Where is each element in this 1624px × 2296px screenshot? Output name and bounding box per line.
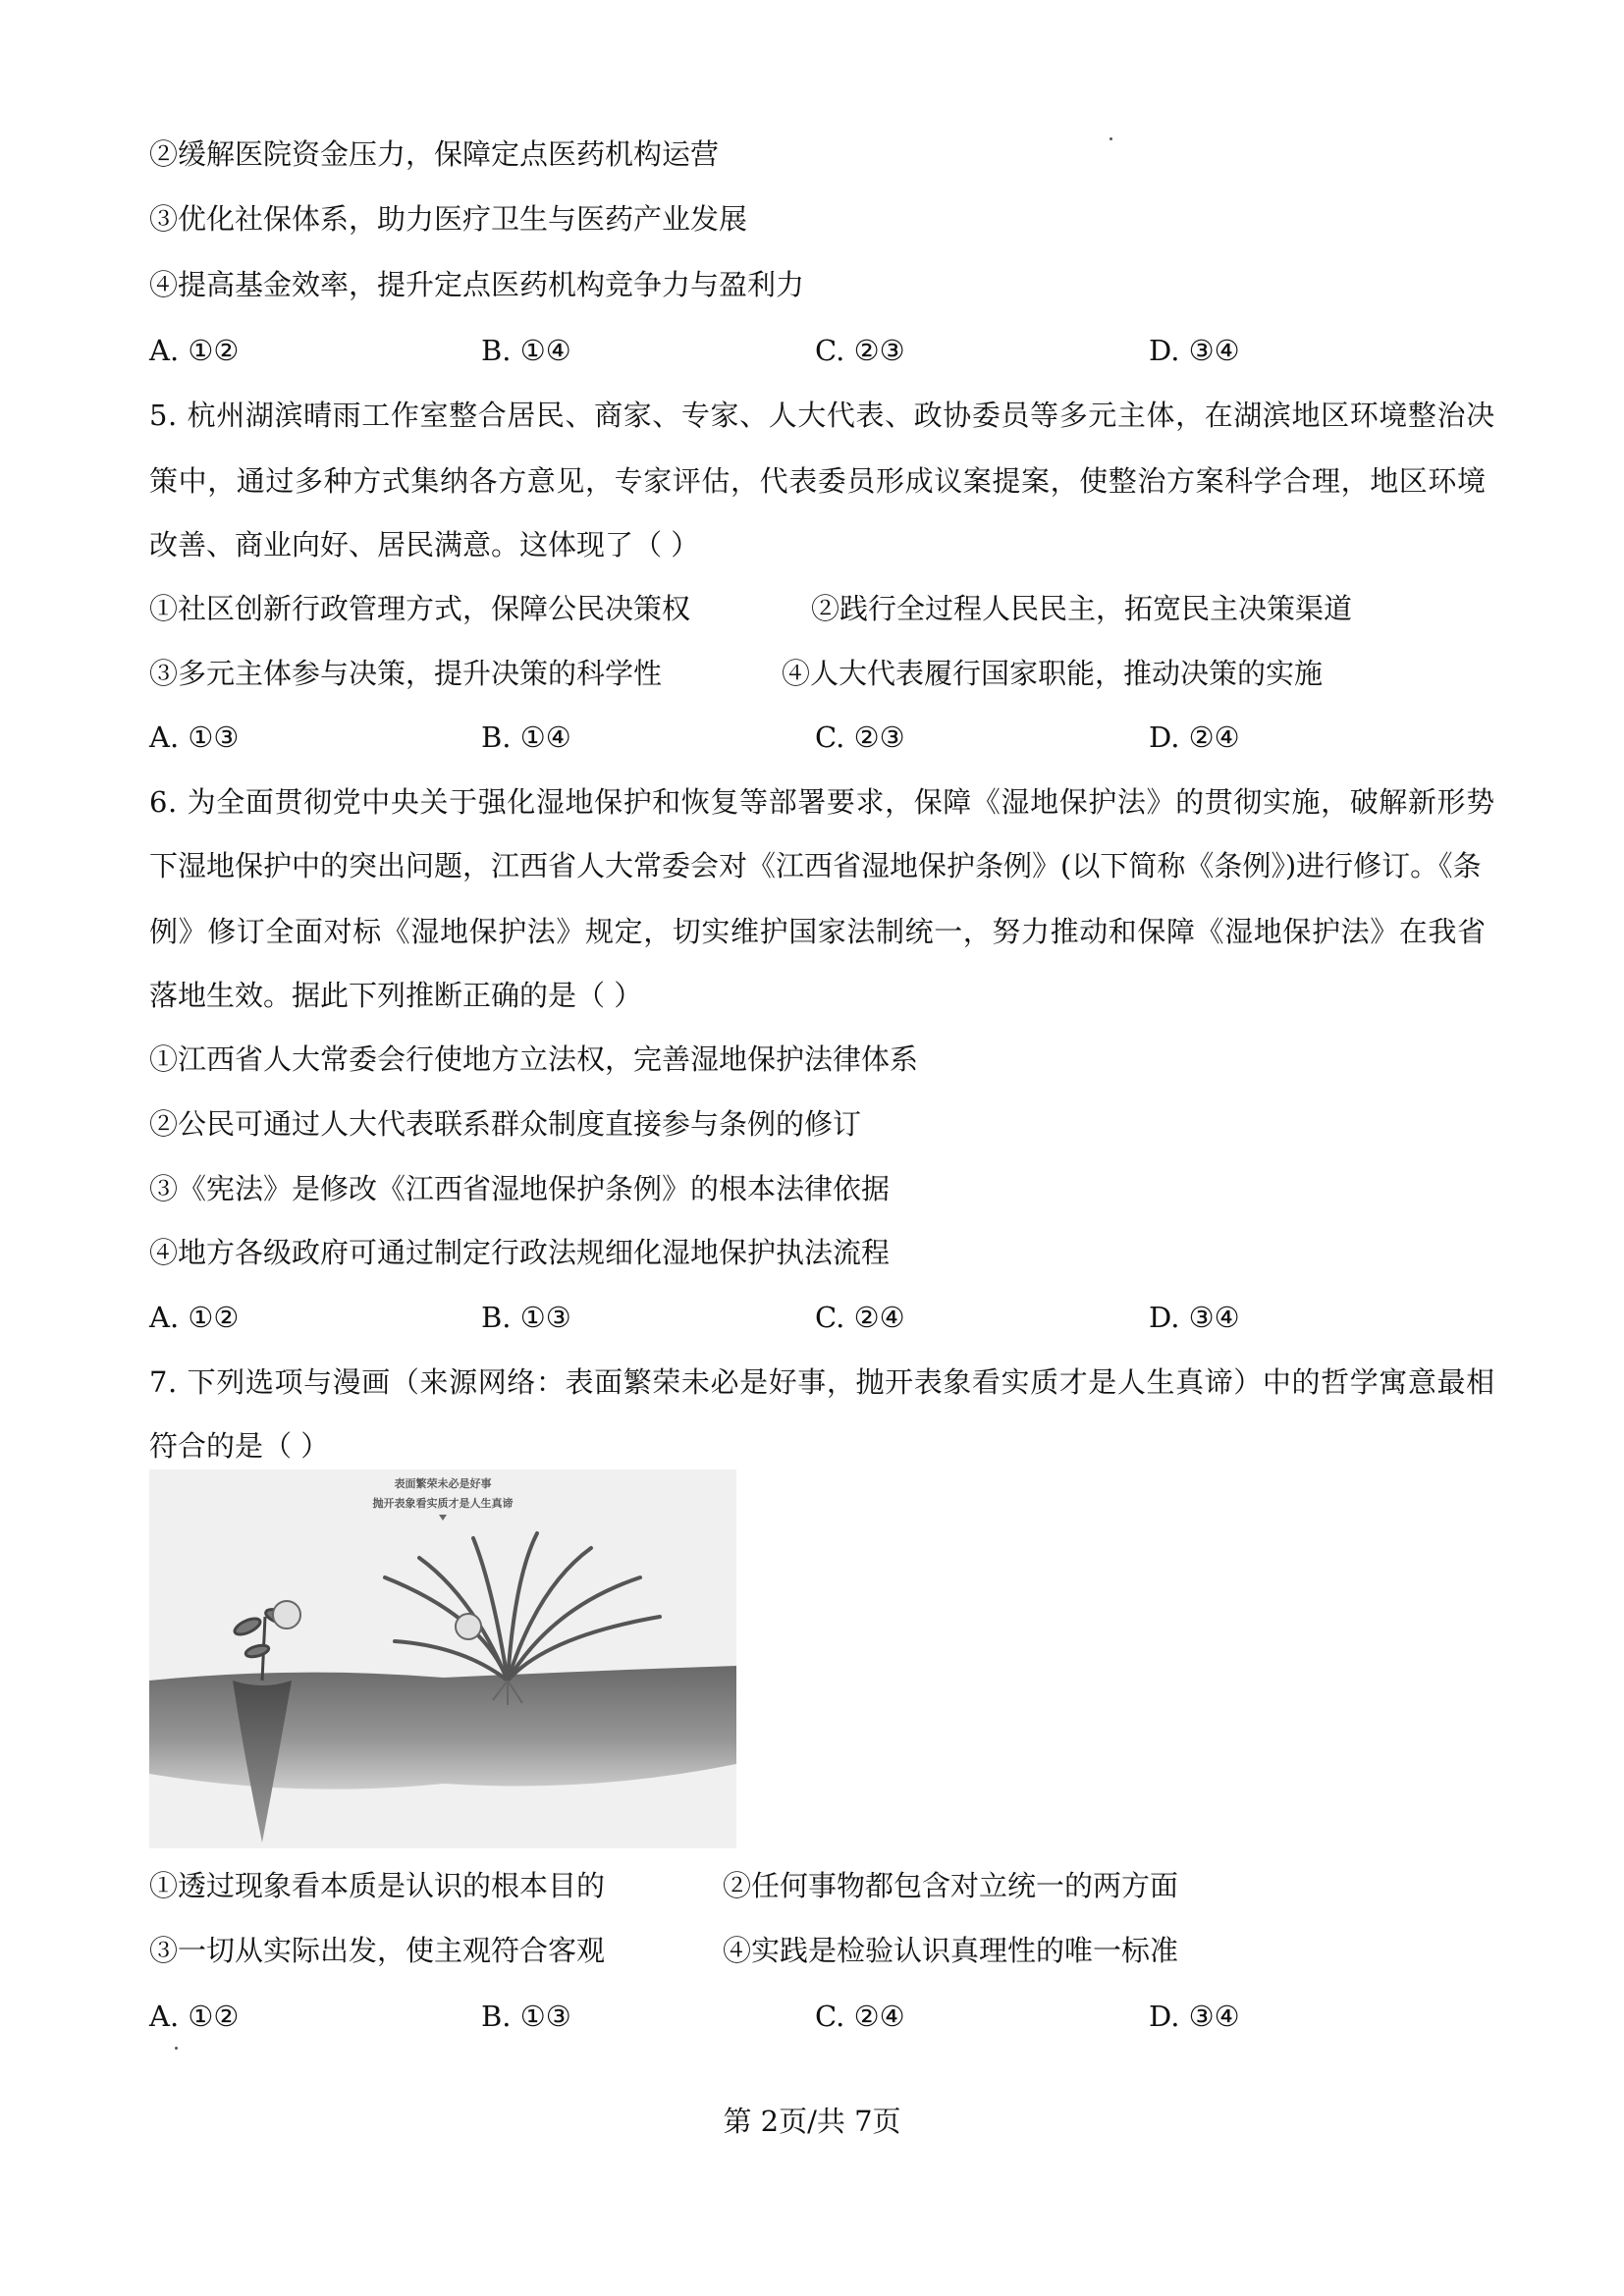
q6-item-1: ①江西省人大常委会行使地方立法权，完善湿地保护法律体系 (149, 1042, 919, 1076)
q5-item-1: ①社区创新行政管理方式，保障公民决策权 (149, 592, 691, 625)
q6-option-d: D. ③④ (1149, 1301, 1240, 1334)
q7-option-b: B. ①③ (481, 2000, 571, 2033)
q6-option-a: A. ①② (149, 1301, 240, 1334)
q6-stem-line-2: 下湿地保护中的突出问题，江西省人大常委会对《江西省湿地保护条例》(以下简称《条例》)进行修订。《条 (149, 849, 1482, 882)
q6-item-3: ③《宪法》是修改《江西省湿地保护条例》的根本法律依据 (149, 1172, 891, 1205)
cartoon-caption-line-2: 抛开表象看实质才是人生真谛 (372, 1497, 514, 1510)
speck (1110, 137, 1112, 140)
cartoon-caption-line-1: 表面繁荣未必是好事 (394, 1477, 492, 1490)
q4-option-d: D. ③④ (1149, 334, 1240, 367)
q6-stem-line-1: 6. 为全面贯彻党中央关于强化湿地保护和恢复等部署要求，保障《湿地保护法》的贯彻实施，破解新形势 (149, 785, 1495, 819)
q5-option-c: C. ②③ (815, 721, 905, 754)
q6-item-4: ④地方各级政府可通过制定行政法规细化湿地保护执法流程 (149, 1236, 891, 1269)
q5-stem-line-3: 改善、商业向好、居民满意。这体现了（ ） (149, 528, 700, 561)
q6-option-b: B. ①③ (481, 1301, 571, 1334)
q5-option-b: B. ①④ (481, 721, 571, 754)
q4-item-2: ②缓解医院资金压力，保障定点医药机构运营 (149, 137, 720, 171)
q4-option-c: C. ②③ (815, 334, 905, 367)
q4-option-b: B. ①④ (481, 334, 571, 367)
q5-item-4: ④人大代表履行国家职能，推动决策的实施 (782, 657, 1324, 690)
q6-stem-line-3: 例》修订全面对标《湿地保护法》规定，切实维护国家法制统一，努力推动和保障《湿地保护法》在我省 (149, 915, 1487, 948)
q7-item-1: ①透过现象看本质是认识的根本目的 (149, 1869, 606, 1902)
page-footer: 第 2页/共 7页 (723, 2105, 901, 2138)
q4-item-3: ③优化社保体系，助力医疗卫生与医药产业发展 (149, 202, 748, 236)
q5-option-d: D. ②④ (1149, 721, 1240, 754)
q5-item-3: ③多元主体参与决策，提升决策的科学性 (149, 657, 663, 690)
q6-stem-line-4: 落地生效。据此下列推断正确的是（ ） (149, 979, 643, 1012)
q5-stem-line-1: 5. 杭州湖滨晴雨工作室整合居民、商家、专家、人大代表、政协委员等多元主体，在湖滨地区环境整治决 (149, 399, 1495, 432)
q7-stem-line-1: 7. 下列选项与漫画（来源网络：表面繁荣未必是好事，抛开表象看实质才是人生真谛）中的哲学寓意最相 (149, 1365, 1495, 1399)
q4-option-a: A. ①② (149, 334, 240, 367)
cartoon-image (149, 1469, 736, 1848)
q7-item-3: ③一切从实际出发，使主观符合客观 (149, 1934, 606, 1967)
q7-option-a: A. ①② (149, 2000, 240, 2033)
speck (175, 2047, 178, 2050)
q6-option-c: C. ②④ (815, 1301, 905, 1334)
q6-item-2: ②公民可通过人大代表联系群众制度直接参与条例的修订 (149, 1107, 862, 1141)
q4-item-4: ④提高基金效率，提升定点医药机构竞争力与盈利力 (149, 268, 805, 301)
q5-option-a: A. ①③ (149, 721, 240, 754)
q7-option-d: D. ③④ (1149, 2000, 1240, 2033)
q7-option-c: C. ②④ (815, 2000, 905, 2033)
small-figure (273, 1601, 300, 1629)
q7-item-2: ②任何事物都包含对立统一的两方面 (723, 1869, 1179, 1902)
q7-item-4: ④实践是检验认识真理性的唯一标准 (723, 1934, 1179, 1967)
q7-stem-line-2: 符合的是（ ） (149, 1429, 330, 1463)
tall-figure (456, 1614, 481, 1639)
q5-stem-line-2: 策中，通过多种方式集纳各方意见，专家评估，代表委员形成议案提案，使整治方案科学合理，地区环境 (149, 464, 1487, 498)
q5-item-2: ②践行全过程人民民主，拓宽民主决策渠道 (811, 592, 1353, 625)
